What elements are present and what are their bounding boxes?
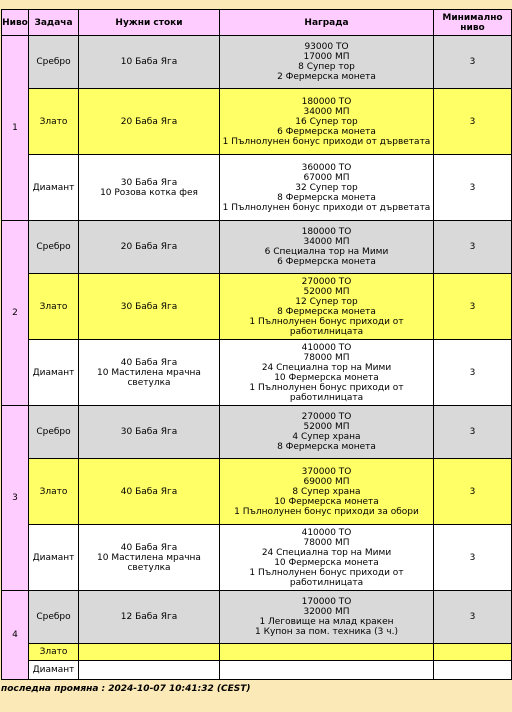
goods-cell xyxy=(79,661,220,680)
reward-line: 180000 ТО xyxy=(301,96,352,107)
reward-line: 8 Фермерска монета xyxy=(277,192,376,203)
reward-cell xyxy=(220,155,434,221)
goods-line: 40 Баба Яга xyxy=(120,486,178,497)
reward-cell xyxy=(220,406,434,459)
reward-line: 270000 ТО xyxy=(301,412,352,422)
reward-cell xyxy=(220,89,434,155)
goods-line: 10 Баба Яга xyxy=(120,57,178,67)
table-row xyxy=(2,36,512,89)
reward-cell xyxy=(220,459,434,525)
reward-line: 16 Супер тор xyxy=(295,116,358,127)
header-min-level: Минимално ниво xyxy=(434,10,512,36)
reward-line: 6 Фермерска монета xyxy=(277,126,376,137)
min-level-cell: 3 xyxy=(434,340,512,406)
goods-line: 10 Розова котка фея xyxy=(100,187,198,198)
goods-cell xyxy=(79,221,220,274)
goods-cell xyxy=(79,525,220,591)
reward-line: 1 Пълнолунен бонус приходи от работилницата xyxy=(249,567,404,588)
reward-line: 69000 МП xyxy=(303,476,350,487)
goods-cell xyxy=(79,644,220,661)
header-level: Ниво xyxy=(2,10,29,36)
reward-cell xyxy=(220,661,434,680)
reward-cell xyxy=(220,36,434,89)
reward-line: 170000 ТО xyxy=(301,597,352,607)
min-level-cell xyxy=(434,661,512,680)
reward-line: 410000 ТО xyxy=(301,342,352,353)
goods-cell xyxy=(79,591,220,644)
reward-line: 360000 ТО xyxy=(301,162,352,173)
level-cell: 4 xyxy=(2,591,29,680)
reward-line: 93000 ТО xyxy=(304,42,349,52)
reward-line: 34000 МП xyxy=(303,237,350,247)
goods-line: 30 Баба Яга xyxy=(120,301,178,312)
header-row xyxy=(2,10,512,36)
header-reward: Награда xyxy=(220,10,434,36)
goods-line: 30 Баба Яга xyxy=(120,177,178,188)
table-row xyxy=(2,155,512,221)
goods-line: 10 Мастилена мрачна светулка xyxy=(97,552,201,573)
reward-line: 1 Пълнолунен бонус приходи от работилницата xyxy=(249,382,404,403)
reward-line: 10 Фермерска монета xyxy=(274,496,379,507)
reward-line: 8 Фермерска монета xyxy=(277,442,376,452)
reward-line: 24 Специална тор на Мими xyxy=(261,362,392,373)
reward-line: 78000 МП xyxy=(303,352,350,363)
task-cell: Сребро xyxy=(29,221,79,274)
goods-cell xyxy=(79,89,220,155)
min-level-cell: 3 xyxy=(434,525,512,591)
reward-line: 8 Супер тор xyxy=(298,62,355,72)
task-cell: Диамант xyxy=(29,340,79,406)
header-task: Задача xyxy=(29,10,79,36)
task-cell: Злато xyxy=(29,644,79,661)
task-cell: Злато xyxy=(29,89,79,155)
reward-line: 32000 МП xyxy=(303,607,350,617)
level-cell: 3 xyxy=(2,406,29,591)
task-cell: Сребро xyxy=(29,406,79,459)
reward-cell xyxy=(220,340,434,406)
task-cell: Диамант xyxy=(29,525,79,591)
level-cell: 2 xyxy=(2,221,29,406)
reward-line: 1 Пълнолунен бонус приходи от работилницата xyxy=(249,316,404,337)
task-cell: Сребро xyxy=(29,591,79,644)
goods-cell xyxy=(79,459,220,525)
level-cell: 1 xyxy=(2,36,29,221)
table-row xyxy=(2,274,512,340)
reward-line: 12 Супер тор xyxy=(295,296,358,307)
reward-line: 52000 МП xyxy=(303,286,350,297)
table-row xyxy=(2,644,512,661)
table-row xyxy=(2,661,512,680)
goods-line: 40 Баба Яга xyxy=(120,542,178,553)
table-row xyxy=(2,89,512,155)
reward-line: 78000 МП xyxy=(303,537,350,548)
reward-line: 2 Фермерска монета xyxy=(277,72,376,82)
min-level-cell: 3 xyxy=(434,406,512,459)
task-cell: Диамант xyxy=(29,661,79,680)
reward-line: 34000 МП xyxy=(303,106,350,117)
quest-table-body xyxy=(2,36,512,680)
reward-line: 10 Фермерска монета xyxy=(274,557,379,568)
reward-line: 270000 ТО xyxy=(301,276,352,287)
min-level-cell: 3 xyxy=(434,89,512,155)
goods-cell xyxy=(79,274,220,340)
task-cell: Злато xyxy=(29,459,79,525)
min-level-cell: 3 xyxy=(434,591,512,644)
reward-line: 410000 ТО xyxy=(301,527,352,538)
reward-line: 52000 МП xyxy=(303,422,350,432)
min-level-cell: 3 xyxy=(434,221,512,274)
reward-line: 1 Пълнолунен бонус приходи от дърветата xyxy=(222,136,431,147)
reward-line: 370000 ТО xyxy=(301,466,352,477)
task-cell: Злато xyxy=(29,274,79,340)
goods-line: 12 Баба Яга xyxy=(120,612,178,622)
goods-line: 10 Мастилена мрачна светулка xyxy=(97,367,201,388)
reward-line: 10 Фермерска монета xyxy=(274,372,379,383)
reward-line: 24 Специална тор на Мими xyxy=(261,547,392,558)
reward-line: 1 Купон за пом. техника (3 ч.) xyxy=(255,627,398,637)
goods-cell xyxy=(79,406,220,459)
table-row xyxy=(2,406,512,459)
min-level-cell: 3 xyxy=(434,155,512,221)
reward-line: 32 Супер тор xyxy=(295,182,358,193)
goods-line: 30 Баба Яга xyxy=(120,427,178,437)
table-row xyxy=(2,340,512,406)
min-level-cell xyxy=(434,644,512,661)
task-cell: Сребро xyxy=(29,36,79,89)
min-level-cell: 3 xyxy=(434,274,512,340)
reward-line: 1 Пълнолунен бонус приходи за обори xyxy=(234,506,419,517)
reward-line: 180000 ТО xyxy=(301,227,352,237)
reward-cell xyxy=(220,221,434,274)
min-level-cell: 3 xyxy=(434,459,512,525)
reward-cell xyxy=(220,591,434,644)
reward-cell xyxy=(220,644,434,661)
quest-table xyxy=(1,9,512,680)
table-row xyxy=(2,221,512,274)
min-level-cell: 3 xyxy=(434,36,512,89)
goods-cell xyxy=(79,36,220,89)
goods-cell xyxy=(79,155,220,221)
reward-line: 4 Супер храна xyxy=(292,432,361,442)
reward-cell xyxy=(220,274,434,340)
header-goods: Нужни стоки xyxy=(79,10,220,36)
reward-line: 1 Пълнолунен бонус приходи от дърветата xyxy=(222,202,431,213)
table-row xyxy=(2,591,512,644)
reward-line: 17000 МП xyxy=(303,52,350,62)
table-row xyxy=(2,525,512,591)
goods-line: 20 Баба Яга xyxy=(120,116,178,127)
reward-cell xyxy=(220,525,434,591)
goods-cell xyxy=(79,340,220,406)
reward-line: 1 Леговище на млад кракен xyxy=(259,617,394,627)
reward-line: 67000 МП xyxy=(303,172,350,183)
task-cell: Диамант xyxy=(29,155,79,221)
last-modified-footer: последна промяна : 2024-10-07 10:41:32 (CEST) xyxy=(1,684,251,694)
reward-line: 6 Специална тор на Мими xyxy=(264,247,389,257)
goods-line: 40 Баба Яга xyxy=(120,357,178,368)
goods-line: 20 Баба Яга xyxy=(120,242,178,252)
reward-line: 8 Фермерска монета xyxy=(277,306,376,317)
reward-line: 8 Супер храна xyxy=(292,486,361,497)
reward-line: 6 Фермерска монета xyxy=(277,257,376,267)
table-row xyxy=(2,459,512,525)
